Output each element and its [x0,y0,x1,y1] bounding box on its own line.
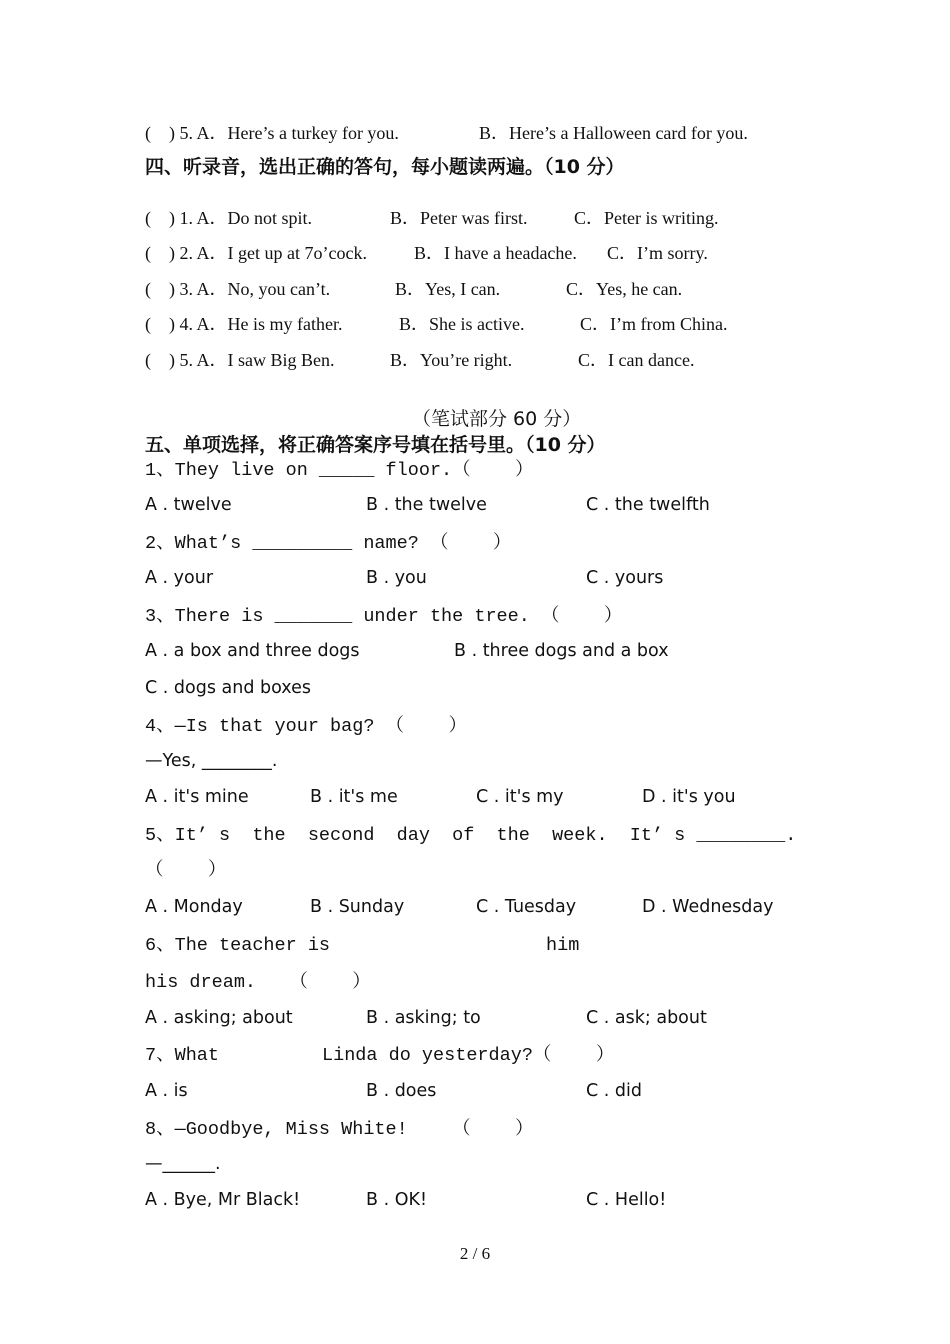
q5-option-b: B . Sunday [310,897,405,917]
listen-q3-b: B．Yes, I can. [395,279,501,299]
question-6-part-b: him [546,935,580,956]
listen-q4-b: B．She is active. [399,314,525,334]
question-7: 7、What [145,1045,220,1066]
q4-option-b: B . it's me [310,787,398,807]
question-8: 8、—Goodbye, Miss White! （ ） [145,1119,534,1140]
section-5-title: 五、单项选择，将正确答案序号填在括号里。（10 分） [145,434,606,456]
listen-q2-a: ( ) 2. A．I get up at 7o’cock. [145,243,367,263]
page-number: 2 / 6 [459,1244,491,1263]
q7-option-c: C . did [586,1081,642,1101]
listen-q1-c: C．Peter is writing. [574,208,719,228]
q1-option-b: B . the twelve [366,495,487,515]
q6-option-b: B . asking; to [366,1008,481,1028]
q8-option-c: C . Hello! [586,1190,667,1210]
listen-q1-a: ( ) 1. A．Do not spit. [145,208,313,228]
question-4: 4、—Is that your bag? （ ） [145,716,467,737]
listen-q5-a: ( ) 5. A．I saw Big Ben. [145,350,335,370]
section-4-title: 四、听录音，选出正确的答句，每小题读两遍。（10 分） [145,156,625,178]
q5-option-d: D . Wednesday [642,897,774,917]
q2-option-c: C . yours [586,568,664,588]
question-6-line2: his dream. （ ） [145,972,371,993]
listen-q2-b: B．I have a headache. [414,243,577,263]
q5-option-c: C . Tuesday [476,897,577,917]
q4-option-c: C . it's my [476,787,564,807]
listen-q5-b: B．You’re right. [390,350,513,370]
q8-option-a: A . Bye, Mr Black! [145,1190,301,1210]
q5-option-b: B．Here’s a Halloween card for you. [479,123,748,143]
q1-option-c: C . the twelfth [586,495,710,515]
question-1: 1、They live on _____ floor.（ ） [145,460,534,481]
q6-option-a: A . asking; about [145,1008,293,1028]
q5-option-a: ( ) 5. A．Here’s a turkey for you. [145,123,399,143]
question-7-part-b: Linda do yesterday?（ ） [322,1045,615,1066]
listen-q4-a: ( ) 4. A．He is my father. [145,314,343,334]
question-3: 3、There is _______ under the tree. （ ） [145,606,623,627]
q3-option-a: A . a box and three dogs [145,641,360,661]
q5-option-a: A . Monday [145,897,243,917]
question-5: 5、It’ s the second day of the week. It’ s ________. [145,825,797,846]
q2-option-a: A . your [145,568,214,588]
question-2: 2、What’s _________ name? （ ） [145,533,512,554]
q7-option-a: A . is [145,1081,188,1101]
q3-option-b: B . three dogs and a box [454,641,669,661]
listen-q5-c: C．I can dance. [578,350,695,370]
listen-q2-c: C．I’m sorry. [607,243,708,263]
question-4-reply: —Yes, ________. [145,751,278,771]
q4-option-d: D . it's you [642,787,736,807]
listen-q3-a: ( ) 3. A．No, you can’t. [145,279,331,299]
question-6: 6、The teacher is [145,935,331,956]
question-5-bracket: （ ） [145,860,227,881]
q2-option-b: B . you [366,568,427,588]
q3-option-c: C . dogs and boxes [145,678,311,698]
q7-option-b: B . does [366,1081,437,1101]
written-part-heading: （笔试部分 60 分） [412,408,582,430]
listen-q4-c: C．I’m from China. [580,314,728,334]
q8-option-b: B . OK! [366,1190,427,1210]
q4-option-a: A . it's mine [145,787,249,807]
question-8-reply: —______. [145,1154,221,1174]
q6-option-c: C . ask; about [586,1008,707,1028]
listen-q3-c: C．Yes, he can. [566,279,683,299]
q1-option-a: A . twelve [145,495,232,515]
listen-q1-b: B．Peter was first. [390,208,528,228]
